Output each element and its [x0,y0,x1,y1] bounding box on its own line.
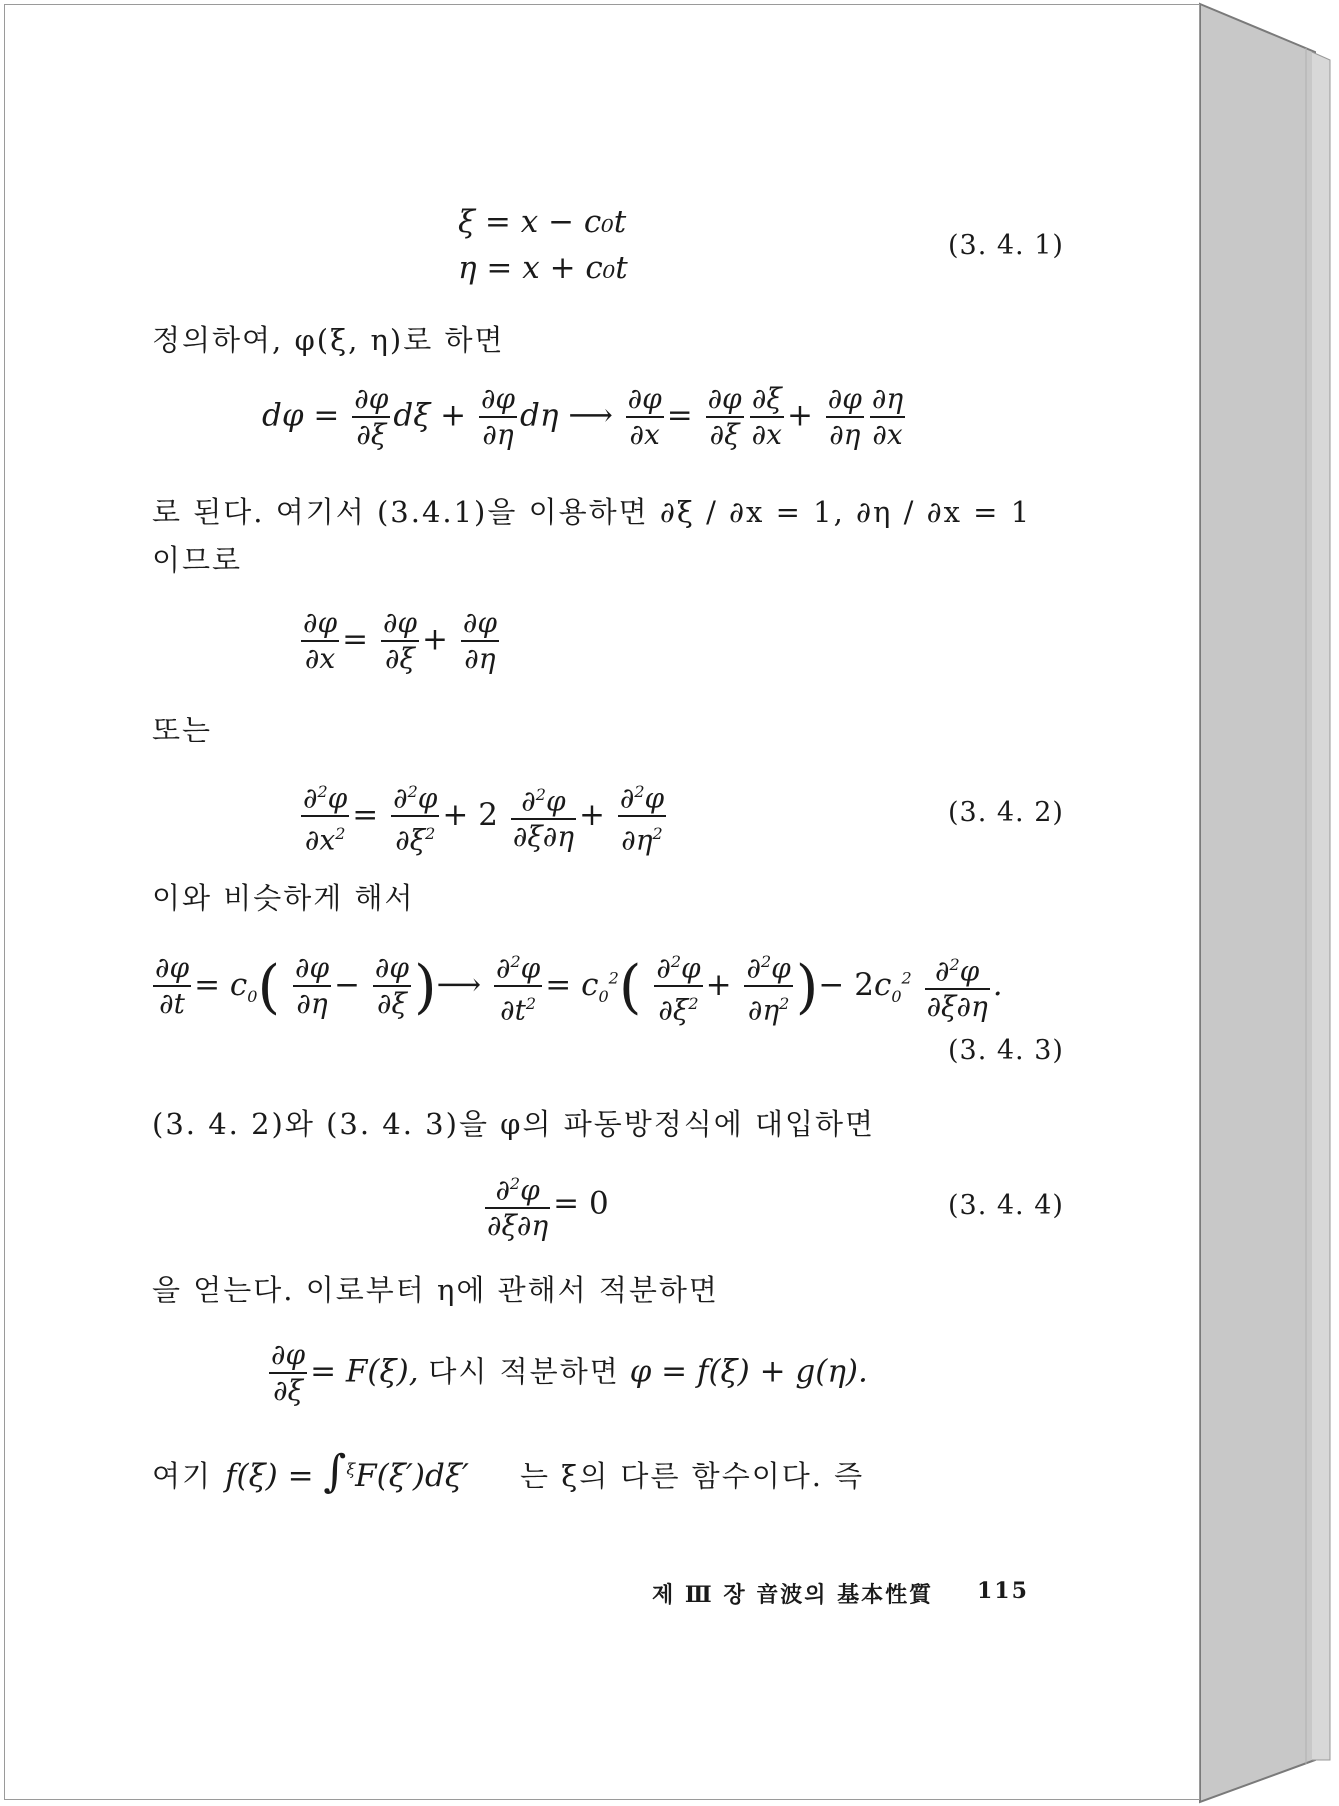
eq-3-4-1-line2: η = x + c₀t [458,250,628,286]
text-here-label: 여기 [152,1459,213,1493]
text-similarly: 이와 비슷하게 해서 [152,881,415,915]
eq-3-4-4: $\frac{\partial^2\varphi}{\partial\xi\partial\eta}$ = 0 [482,1167,609,1243]
text-therefore: 이므로 [152,543,243,577]
text-definition: 정의하여, φ(ξ, η)로 하면 [152,323,505,357]
eq-dphi-dx: $\frac{\partial\varphi}{\partial x}$ = $\frac{\partial\varphi}{\partial\xi}$ + $\frac{\partial\varphi}{\partial\eta}$ [303,606,497,675]
eq-dphi: dφ = $\frac{\partial\varphi}{\partial\xi}$ dξ + $\frac{\partial\varphi}{\partial\eta}$ dη ⟶ $\frac{\partial\varphi}{\partial x}$ = $\frac{\partial\varphi}{\partial\xi}$ $\frac{\partial\xi}{\partial x}$ + $\frac{\partial\varphi}{\partial\eta}$ $\frac{\partial\eta}{\partial x}$ [262,382,904,451]
text-integrate: 을 얻는다. 이로부터 η에 관해서 적분하면 [152,1273,719,1307]
eq-3-4-4-rhs: = 0 [553,1185,609,1222]
text-substitute: (3. 4. 2)와 (3. 4. 3)을 φ의 파동방정식에 대입하면 [152,1107,876,1141]
text-other-function: 는 ξ의 다른 함수이다. 즉 [520,1459,865,1493]
eq-number-3-4-1: (3. 4. 1) [948,230,1064,261]
eq-number-3-4-3: (3. 4. 3) [948,1035,1064,1066]
text-integrate-again: 다시 적분하면 [428,1354,620,1389]
eq-3-4-2: $\frac{\partial^2\varphi}{\partial x^2}$ = $\frac{\partial^2\varphi}{\partial\xi^2}$ + 2 $\frac{\partial^2\varphi}{\partial\xi\partial\eta}$ + $\frac{\partial^2\varphi}{\partial\eta^2}$ [298,775,669,858]
chapter-title: 제 Ⅲ 장 音波의 基本性質 [652,1582,934,1608]
page-number: 115 [977,1578,1029,1604]
text-or: 또는 [152,713,213,747]
text-derivation: 로 된다. 여기서 (3.4.1)을 이용하면 ∂ξ / ∂x = 1, ∂η / ∂x = 1 [152,495,1032,529]
eq-f-definition: f(ξ) = ∫$^\xi$F(ξ′)dξ′ [225,1446,469,1497]
eq-number-3-4-2: (3. 4. 2) [948,797,1064,828]
eq-3-4-3: $\frac{\partial\varphi}{\partial t}$ = $c_0$( $\frac{\partial\varphi}{\partial\eta}$ − $\frac{\partial\varphi}{\partial\xi}$ )⟶ $\frac{\partial^2\varphi}{\partial t^2}$ = $c_0^2$( $\frac{\partial^2\varphi}{\partial\xi^2}$ + $\frac{\partial^2\varphi}{\partial\eta^2}$ )− $2c_0^2$ $\frac{\partial^2\varphi}{\partial\xi\partial\eta}$ . [150,945,1003,1028]
eq-integration: $\frac{\partial\varphi}{\partial\xi}$ = F(ξ), 다시 적분하면 φ = f(ξ) + g(η). [271,1338,868,1407]
eq-3-4-1-line1: ξ = x − c₀t [458,204,627,240]
eq-number-3-4-4: (3. 4. 4) [948,1190,1064,1221]
